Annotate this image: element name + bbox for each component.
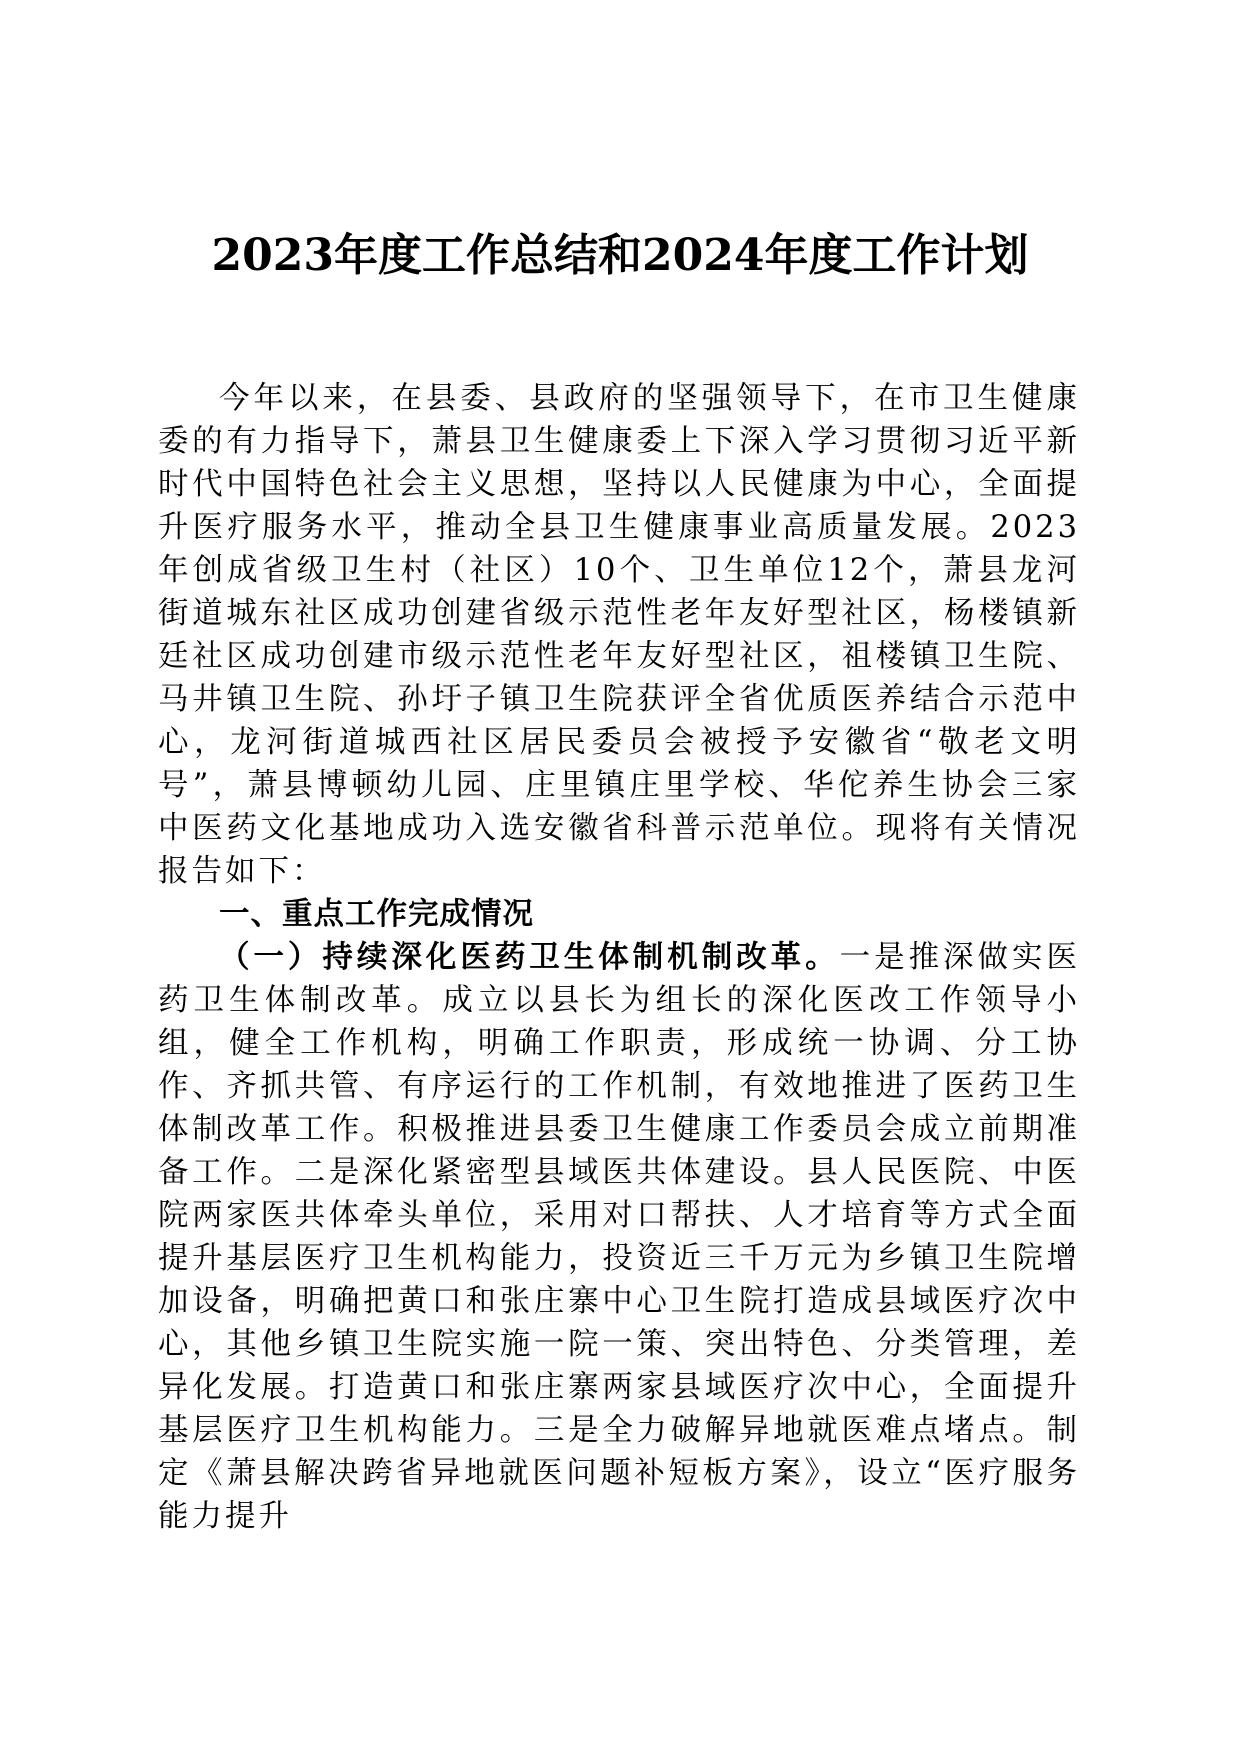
subsection-heading: （一）持续深化医药卫生体制机制改革。: [219, 939, 840, 975]
subsection-paragraph: [158, 936, 1080, 1538]
document-body: [158, 377, 1080, 1538]
document-title: 2023年度工作总结和2024年度工作计划: [211, 230, 1029, 281]
subsection-body: 一是推深做实医药卫生体制改革。成立以县长为组长的深化医改工作领导小组，健全工作机构，明确工作职责，形成统一协调、分工协作、齐抓共管、有序运行的工作机制，有效地推进了医药卫生体制改革工作。积极推进县委卫生健康工作委员会成立前期准备工作。二是深化紧密型县域医共体建设。县人民医院、中医院两家医共体牵头单位，采用对口帮扶、人才培育等方式全面提升基层医疗卫生机构能力，投资近三千万元为乡镇卫生院增加设备，明确把黄口和张庄寨中心卫生院打造成县域医疗次中心，其他乡镇卫生院实施一院一策、突出特色、分类管理，差异化发展。打造黄口和张庄寨两家县域医疗次中心，全面提升基层医疗卫生机构能力。三是全力破解异地就医难点堵点。制定《萧县解决跨省异地就医问题补短板方案》，设立“医疗服务能力提升: [158, 940, 1080, 1534]
intro-paragraph: 今年以来，在县委、县政府的坚强领导下，在市卫生健康委的有力指导下，萧县卫生健康委上下深入学习贯彻习近平新时代中国特色社会主义思想，坚持以人民健康为中心，全面提升医疗服务水平，推动全县卫生健康事业高质量发展。2023年创成省级卫生村（社区）10个、卫生单位12个，萧县龙河街道城东社区成功创建省级示范性老年友好型社区，杨楼镇新廷社区成功创建市级示范性老年友好型社区，祖楼镇卫生院、马井镇卫生院、孙圩子镇卫生院获评全省优质医养结合示范中心，龙河街道城西社区居民委员会被授予安徽省“敬老文明号”，萧县博顿幼儿园、庄里镇庄里学校、华佗养生协会三家中医药文化基地成功入选安徽省科普示范单位。现将有关情况报告如下：: [158, 381, 1080, 889]
section-heading: 一、重点工作完成情况: [219, 897, 534, 932]
